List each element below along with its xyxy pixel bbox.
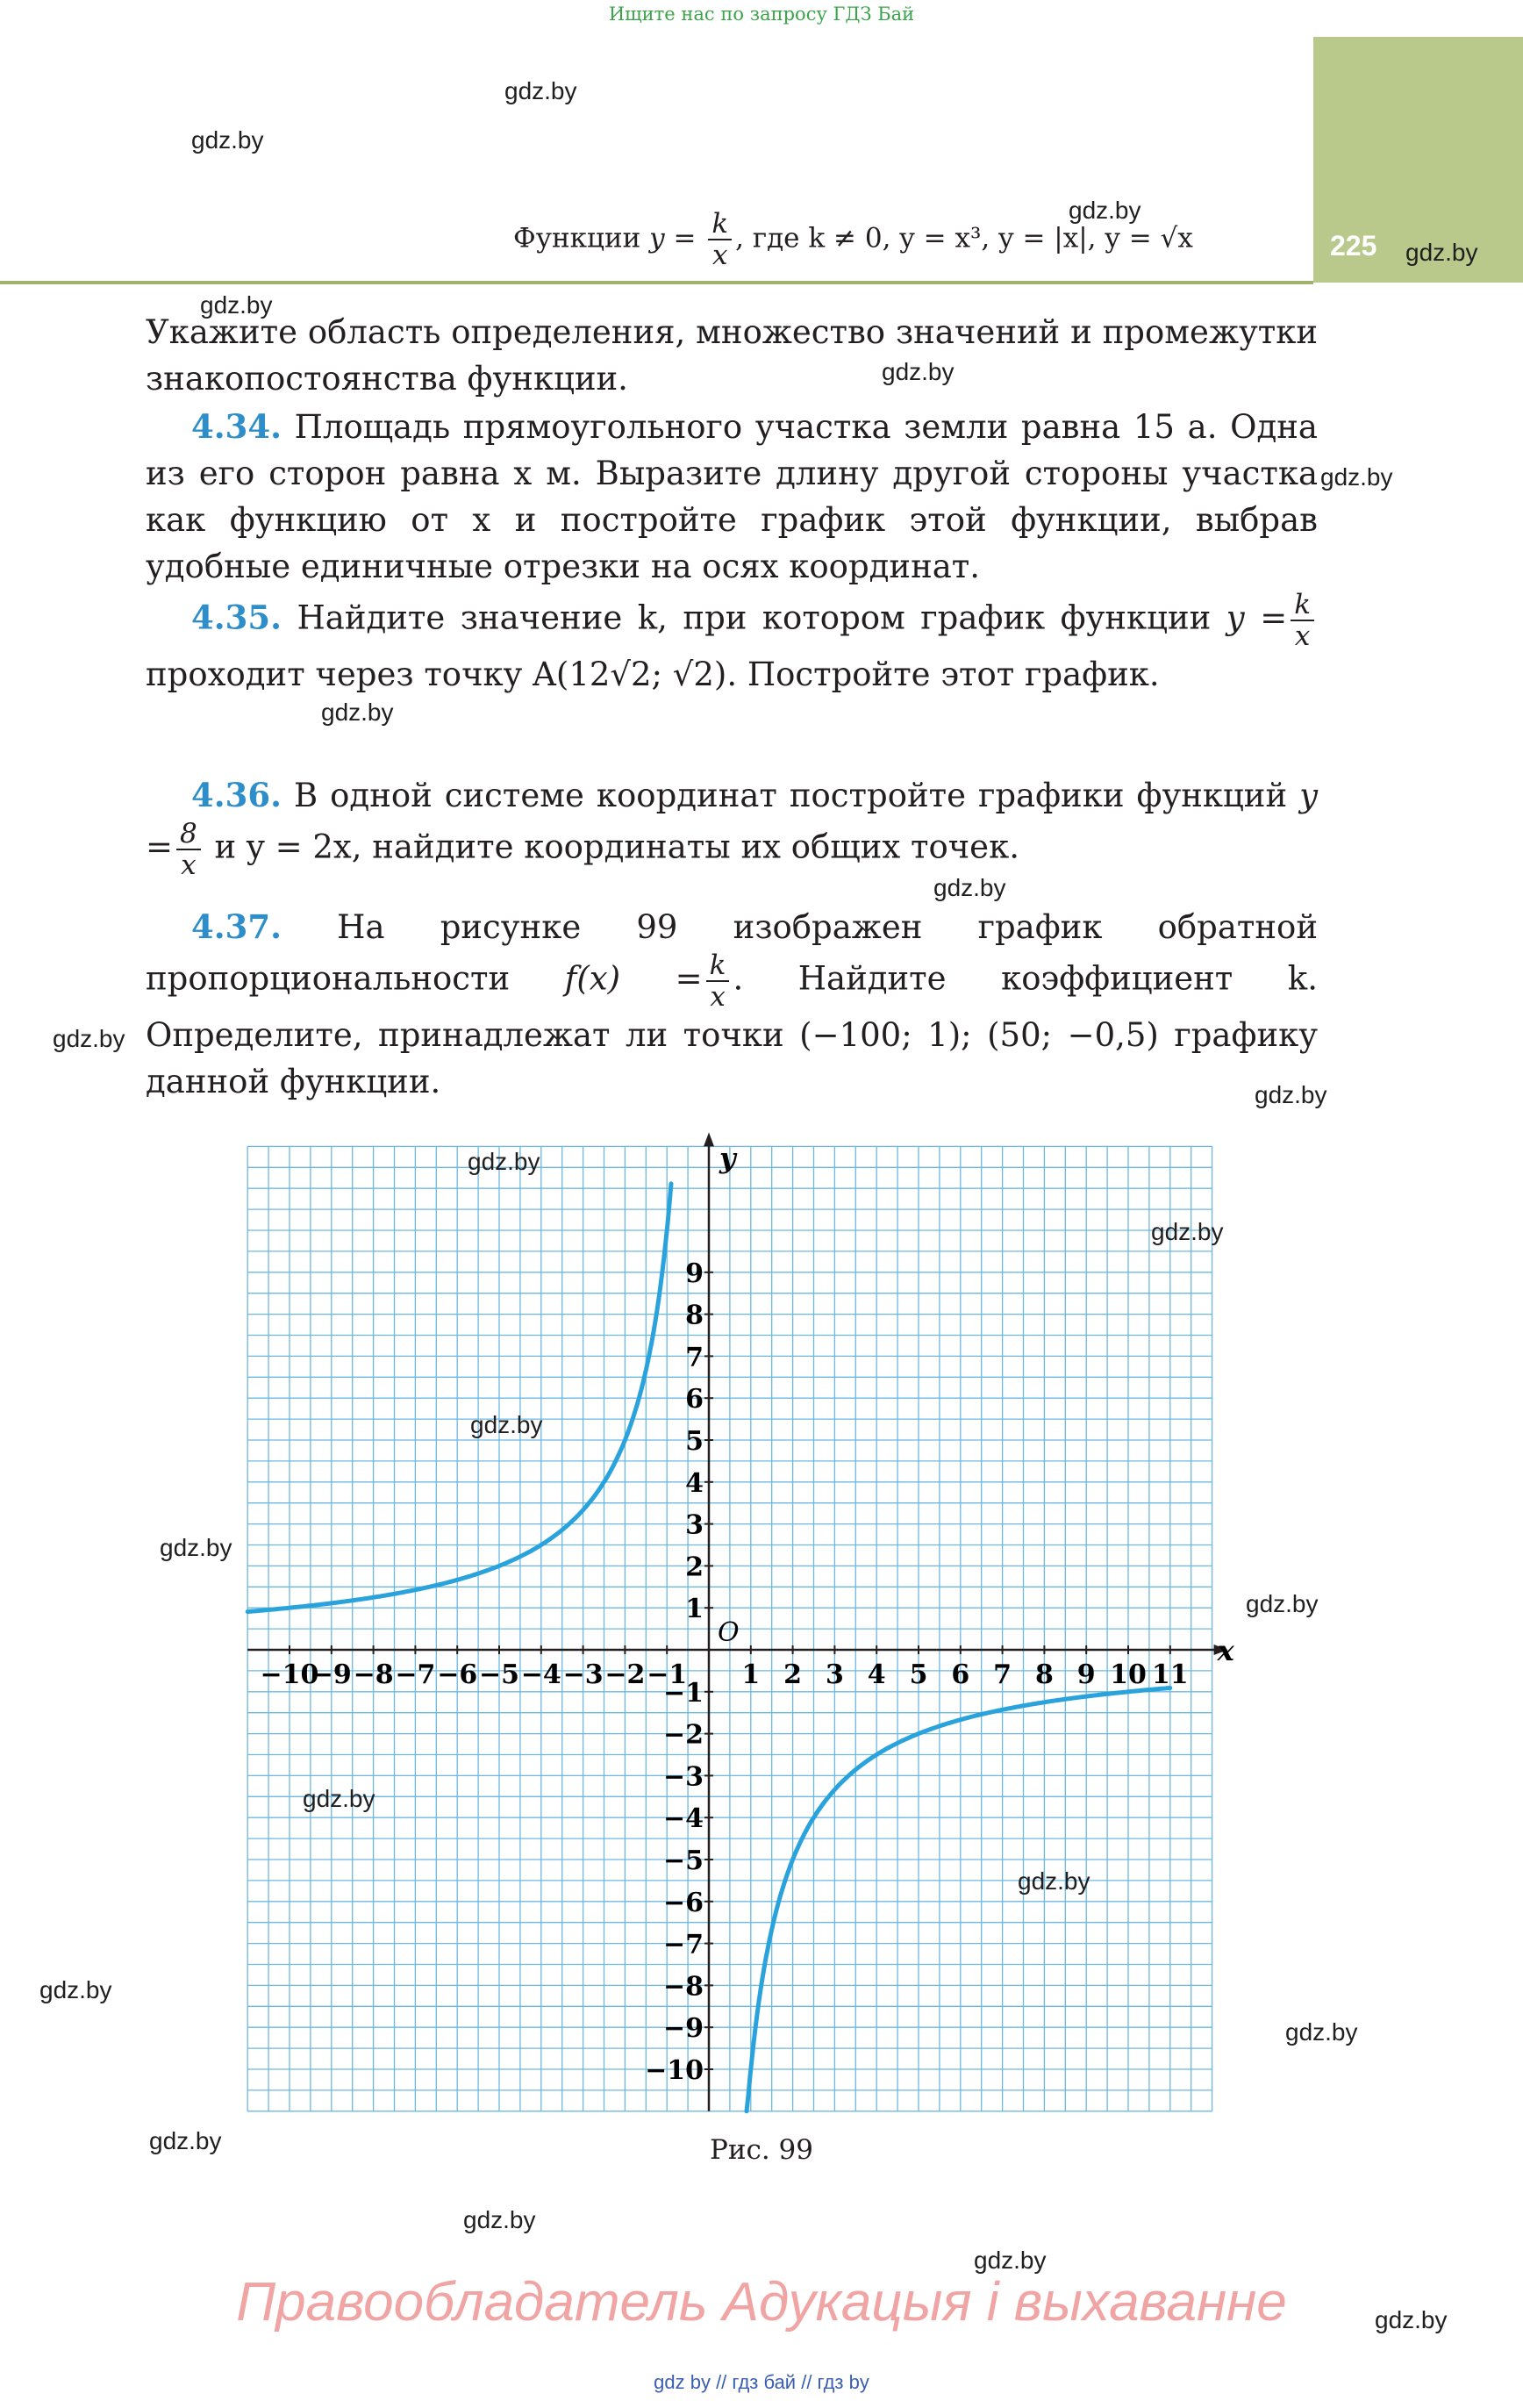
formula-eq: y =	[1226, 598, 1288, 637]
y-tick-label: 3	[685, 1509, 704, 1541]
y-axis-label: y	[719, 1141, 736, 1175]
watermark: gdz.by	[160, 1534, 232, 1561]
y-tick-label: −10	[645, 2055, 704, 2086]
x-tick-label: 7	[993, 1659, 1012, 1690]
header-eq: y =	[649, 222, 697, 254]
y-tick-label: −6	[662, 1887, 704, 1918]
y-axis-arrow	[704, 1132, 714, 1146]
watermark: gdz.by	[200, 291, 273, 319]
page-number: 225	[1330, 230, 1377, 262]
problem-text: На рисунке 99 изображен график обратной пропорциональности	[146, 908, 1318, 998]
watermark: gdz.by	[1405, 239, 1478, 266]
x-axis-label: x	[1217, 1634, 1234, 1667]
problem-number: 4.36.	[191, 776, 282, 814]
x-tick-label: −4	[520, 1659, 561, 1690]
header-fraction: $\frac{k}{x}$	[708, 209, 732, 270]
y-tick-label: −9	[662, 2013, 704, 2045]
copyright-notice: Правообладатель Адукацыя і выхаванне	[236, 2272, 1287, 2333]
x-tick-label: −2	[604, 1659, 646, 1690]
y-tick-label: 7	[685, 1342, 704, 1373]
problem-text-2: и y = 2x, найдите координаты их общих точек.	[204, 828, 1019, 866]
bottom-links[interactable]: gdz by // гдз бай // гдз by	[654, 2371, 869, 2393]
watermark: gdz.by	[1246, 1590, 1319, 1617]
watermark: gdz.by	[468, 1148, 540, 1175]
x-tick-label: −7	[395, 1659, 436, 1690]
watermark: gdz.by	[303, 1785, 375, 1812]
y-tick-label: 1	[685, 1594, 704, 1625]
y-tick-label: 8	[685, 1300, 704, 1331]
y-tick-label: −7	[662, 1929, 704, 1960]
watermark: gdz.by	[53, 1025, 125, 1052]
y-tick-label: −1	[662, 1677, 704, 1709]
watermark: gdz.by	[1285, 2018, 1358, 2046]
x-tick-label: 10	[1110, 1659, 1147, 1690]
x-tick-label: 4	[867, 1659, 886, 1690]
y-tick-label: 2	[685, 1552, 704, 1583]
y-tick-label: −4	[662, 1803, 704, 1835]
formula-fraction: $\frac{k}{x}$	[706, 950, 730, 1012]
x-tick-label: 1	[741, 1659, 761, 1690]
figure-99-graph	[228, 1141, 1234, 2132]
y-tick-label: 5	[685, 1426, 704, 1457]
y-tick-label: 6	[685, 1384, 704, 1415]
header-prefix: Функции	[513, 222, 641, 254]
x-tick-label: 5	[909, 1659, 928, 1690]
y-tick-label: 9	[685, 1258, 704, 1289]
problem-text-2: проходит через точку A(12√2; √2). Постройте этот график.	[146, 656, 1160, 693]
origin-label: O	[718, 1617, 740, 1648]
problem-number: 4.34.	[191, 407, 282, 446]
x-tick-label: −8	[353, 1659, 394, 1690]
x-tick-label: 2	[783, 1659, 803, 1690]
y-tick-label: −2	[662, 1719, 704, 1751]
x-tick-label: −6	[437, 1659, 478, 1690]
watermark: gdz.by	[974, 2247, 1047, 2274]
x-tick-label: 6	[951, 1659, 970, 1690]
header-conditions: , где k ≠ 0, y = x³, y = |x|, y = √x	[735, 222, 1193, 254]
watermark: gdz.by	[1320, 463, 1393, 491]
problem-number: 4.35.	[191, 598, 282, 637]
watermark: gdz.by	[882, 358, 955, 385]
x-tick-label: −9	[311, 1659, 352, 1690]
watermark: gdz.by	[191, 126, 264, 154]
x-tick-label: −5	[478, 1659, 520, 1690]
watermark: gdz.by	[149, 2127, 222, 2154]
y-tick-label: −5	[662, 1845, 704, 1876]
problem-4-37	[146, 904, 1318, 1105]
figure-caption: Рис. 99	[709, 2134, 814, 2166]
problem-text: Площадь прямоугольного участка земли равна 15 а. Одна из его сторон равна x м. Выразите длину другой стороны участка как функцию от x и постройте график этой функции, выбрав удобные единичные отрезки на осях координат.	[146, 408, 1318, 585]
top-banner[interactable]: Ищите нас по запросу ГДЗ Бай	[608, 4, 915, 25]
y-tick-label: −3	[662, 1761, 704, 1793]
formula-fraction: $\frac{8}{x}$	[176, 819, 201, 880]
formula-eq: f(x) =	[564, 959, 703, 998]
problem-4-36	[146, 772, 1318, 880]
y-tick-label: 4	[685, 1467, 704, 1499]
watermark: gdz.by	[470, 1411, 543, 1438]
watermark: gdz.by	[463, 2206, 536, 2233]
watermark: gdz.by	[1151, 1218, 1224, 1245]
problem-text: В одной системе координат постройте графики функций	[282, 777, 1300, 814]
y-tick-label: −8	[662, 1971, 704, 2003]
watermark: gdz.by	[1255, 1081, 1327, 1108]
x-tick-label: 11	[1151, 1659, 1189, 1690]
watermark: gdz.by	[321, 699, 394, 726]
x-tick-label: −1	[647, 1659, 688, 1690]
formula-eq: y =	[146, 777, 1318, 866]
problem-text: Найдите значение k, при котором график функции	[282, 598, 1226, 637]
x-tick-label: −3	[562, 1659, 604, 1690]
x-tick-label: 3	[825, 1659, 844, 1690]
formula-fraction: $\frac{k}{x}$	[1291, 590, 1314, 651]
watermark: gdz.by	[1375, 2306, 1448, 2333]
x-tick-label: 9	[1076, 1659, 1096, 1690]
watermark: gdz.by	[1069, 197, 1141, 224]
watermark: gdz.by	[504, 77, 577, 104]
watermark: gdz.by	[1018, 1867, 1090, 1895]
watermark: gdz.by	[933, 874, 1006, 901]
problem-text-2: . Найдите коэффициент k. Определите, принадлежат ли точки (−100; 1); (50; −0,5) графику данной функции.	[146, 959, 1318, 1100]
x-tick-label: 8	[1034, 1659, 1054, 1690]
watermark: gdz.by	[39, 1976, 112, 2003]
header-rule	[0, 281, 1313, 284]
problem-number: 4.37.	[191, 907, 282, 946]
problem-4-35	[146, 590, 1318, 698]
problem-4-34	[146, 404, 1318, 590]
x-tick-label: −10	[260, 1659, 319, 1690]
intro-paragraph: Укажите область определения, множество значений и промежутки знакопостоянства функции.	[146, 313, 1318, 398]
